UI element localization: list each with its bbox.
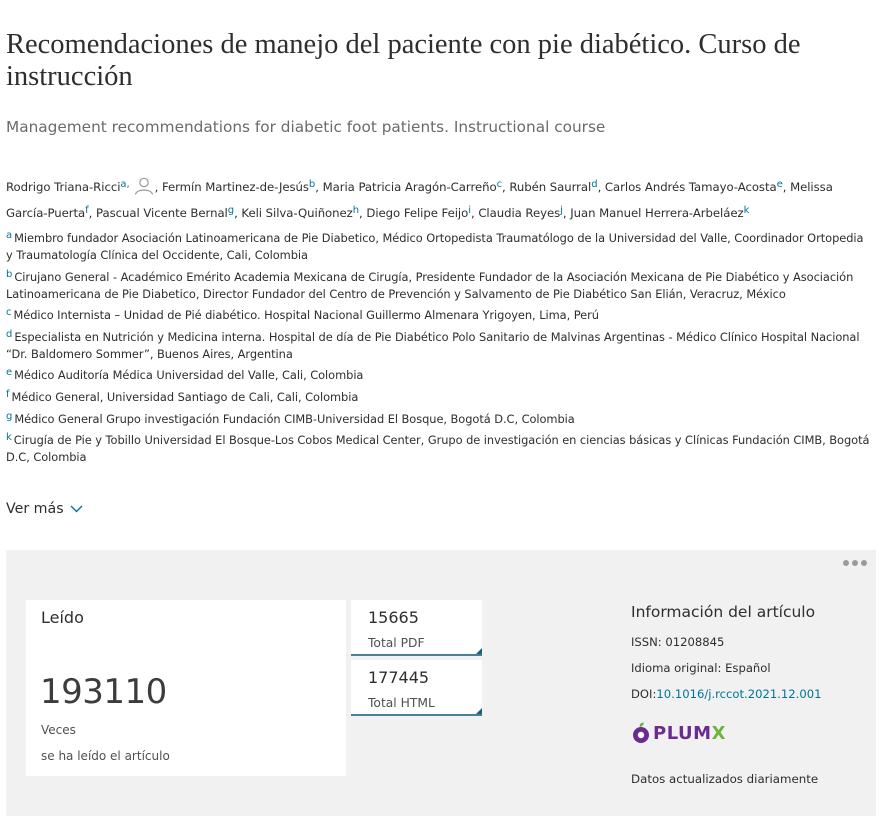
affiliation-text: Médico Auditoría Médica Universidad del Valle, Cali, Colombia: [14, 368, 364, 383]
author-name[interactable]: Diego Felipe Feijo: [366, 206, 469, 220]
article-info: [631, 603, 871, 707]
author-item[interactable]: [323, 180, 502, 194]
doi-label: DOI:: [631, 687, 657, 701]
author-affiliation-ref[interactable]: c: [496, 179, 503, 190]
author-name[interactable]: Maria Patricia Aragón-Carreño: [322, 180, 497, 194]
author-affiliation-ref[interactable]: a,: [120, 179, 130, 190]
original-language: Idioma original: Español: [631, 661, 771, 675]
plumx-x: X: [711, 722, 726, 744]
author-item[interactable]: [241, 206, 359, 220]
author-affiliation-ref[interactable]: g: [227, 205, 235, 216]
html-label: Total HTML: [368, 696, 435, 710]
author-affiliation-ref[interactable]: j: [560, 205, 563, 216]
affiliation-text: Especialista en Nutrición y Medicina interna. Hospital de día de Pie Diabético Polo Sanitario de Malvinas Argentinas - Médico Clínico Hospital Nacional “Dr. Baldomero Sommer”, Buenos Aires, Argentina: [6, 329, 860, 361]
affiliation-item: [6, 411, 872, 428]
author-affiliation-ref[interactable]: b: [308, 179, 316, 190]
author-name[interactable]: Carlos Andrés Tamayo-Acosta: [604, 180, 777, 194]
read-total: 193110: [40, 672, 167, 712]
affiliation-item: [6, 389, 872, 406]
read-label: Leído: [41, 608, 84, 627]
author-name[interactable]: Melissa García-Puerta: [6, 180, 833, 220]
read-count-card: [26, 600, 346, 776]
affiliation-label: f: [6, 388, 10, 400]
html-count: 177445: [368, 668, 430, 687]
author-name[interactable]: Fermín Martinez-de-Jesús: [161, 180, 309, 194]
pdf-label: Total PDF: [368, 636, 425, 650]
chevron-down-icon[interactable]: [70, 501, 83, 517]
affiliation-label: k: [6, 432, 12, 444]
author-list: Rodrigo Triana-Ricci$^{a,}$ , Fermín Martinez-de-Jesús$^b$, Maria Patricia Aragón-Carreño$^c$, Rubén Saurral$^d$, Carlos Andrés Tamayo-Acosta$^e$, Melissa García-Puerta$^f$, Pascual Vicente Bernal$^g$, Keli Silva-Quiñonez$^h$, Diego Felipe Feijo$^i$, Claudia Reyes$^j$, Juan Manuel Herrera-Arbeláez$^k$: [6, 179, 833, 220]
read-unit: Veces: [41, 723, 76, 737]
plumx-icon: [631, 722, 651, 744]
show-more-button[interactable]: [6, 501, 83, 517]
author-name[interactable]: Juan Manuel Herrera-Arbeláez: [570, 206, 744, 220]
author-affiliation-ref[interactable]: i: [468, 205, 471, 216]
affiliation-text: Médico General, Universidad Santiago de Cali, Cali, Colombia: [11, 389, 359, 404]
author-name[interactable]: Keli Silva-Quiñonez: [241, 206, 353, 220]
author-name[interactable]: Rodrigo Triana-Ricci: [6, 180, 121, 194]
article-title: Recomendaciones de manejo del paciente con pie diabético. Curso de instrucción: [6, 29, 801, 92]
affiliation-item: [6, 367, 872, 384]
corner-triangle-icon: [476, 648, 482, 654]
affiliation-text: Cirujano General - Académico Emérito Academia Mexicana de Cirugía, Presidente Fundador de la Asociación Mexicana de Pie Diabético y Asociación Latinoamericana de Pie Diabetico, Director Fundador del Centro de Prevención y Salvamento de Pie Diabético San Elián, Veracruz, México: [6, 269, 854, 301]
author-name[interactable]: Pascual Vicente Bernal: [96, 206, 228, 220]
person-icon[interactable]: [134, 177, 154, 202]
affiliation-item: [6, 329, 872, 363]
html-stat-card[interactable]: [351, 660, 482, 716]
author-affiliation-ref[interactable]: f: [85, 205, 89, 216]
author-name[interactable]: Rubén Saurral: [509, 180, 592, 194]
author-item[interactable]: [162, 180, 315, 194]
read-description: se ha leído el artículo: [41, 749, 170, 763]
article-info-title: Información del artículo: [631, 603, 816, 621]
author-name[interactable]: Claudia Reyes: [478, 206, 561, 220]
author-affiliation-ref[interactable]: d: [591, 179, 598, 190]
affiliation-text: Cirugía de Pie y Tobillo Universidad El Bosque-Los Cobos Medical Center, Grupo de investigación en ciencias básicas y Clínicas Fundación CIMB, Bogotá D.C, Colombia: [6, 433, 870, 465]
pdf-stat-card[interactable]: [351, 600, 482, 656]
corner-triangle-icon: [476, 708, 482, 714]
affiliation-item: [6, 432, 872, 466]
affiliation-text: Médico Internista – Unidad de Pié diabético. Hospital Nacional Guillermo Almenara Yrigoyen, Lima, Perú: [13, 308, 599, 323]
article-subtitle: Management recommendations for diabetic foot patients. Instructional course: [6, 118, 606, 136]
affiliation-label: a: [6, 230, 13, 241]
author-item[interactable]: [509, 180, 597, 194]
author-item[interactable]: [605, 180, 783, 194]
plumx-text: PLUM: [653, 722, 712, 744]
metrics-panel: [6, 550, 876, 816]
author-item[interactable]: [96, 206, 234, 220]
author-affiliation-ref[interactable]: k: [743, 205, 750, 216]
show-more-label[interactable]: Ver más: [6, 501, 64, 517]
affiliation-item: [6, 269, 872, 303]
affiliation-label: b: [6, 268, 13, 280]
author-item[interactable]: [570, 206, 749, 220]
author-item[interactable]: [366, 206, 471, 220]
affiliation-label: d: [6, 328, 13, 340]
affiliation-label: c: [6, 307, 12, 319]
affiliation-label: g: [6, 410, 13, 422]
affiliation-label: e: [6, 367, 13, 379]
affiliation-item: [6, 230, 872, 264]
author-item[interactable]: [478, 206, 563, 220]
affiliation-text: Miembro fundador Asociación Latinoamericana de Pie Diabetico, Médico Ortopedista Traumatólogo de la Universidad del Valle, Coordinador Ortopedia y Traumatología Clínica del Occidente, Cali, Colombia: [6, 231, 864, 262]
plumx-logo[interactable]: [631, 722, 726, 744]
author-affiliation-ref[interactable]: h: [352, 205, 360, 216]
updated-note: Datos actualizados diariamente: [631, 772, 819, 786]
doi-link[interactable]: 10.1016/j.rccot.2021.12.001: [656, 687, 822, 701]
affiliation-item: [6, 307, 872, 324]
affiliation-text: Médico General Grupo investigación Fundación CIMB-Universidad El Bosque, Bogotá D.C, Colombia: [14, 411, 575, 426]
issn: ISSN: 01208845: [631, 635, 725, 649]
author-item[interactable]: [6, 180, 130, 194]
doi-row: [631, 681, 871, 707]
affiliation-list: [6, 230, 872, 471]
more-options-icon[interactable]: [843, 560, 867, 566]
author-affiliation-ref[interactable]: e: [776, 179, 783, 190]
pdf-count: 15665: [368, 608, 419, 627]
